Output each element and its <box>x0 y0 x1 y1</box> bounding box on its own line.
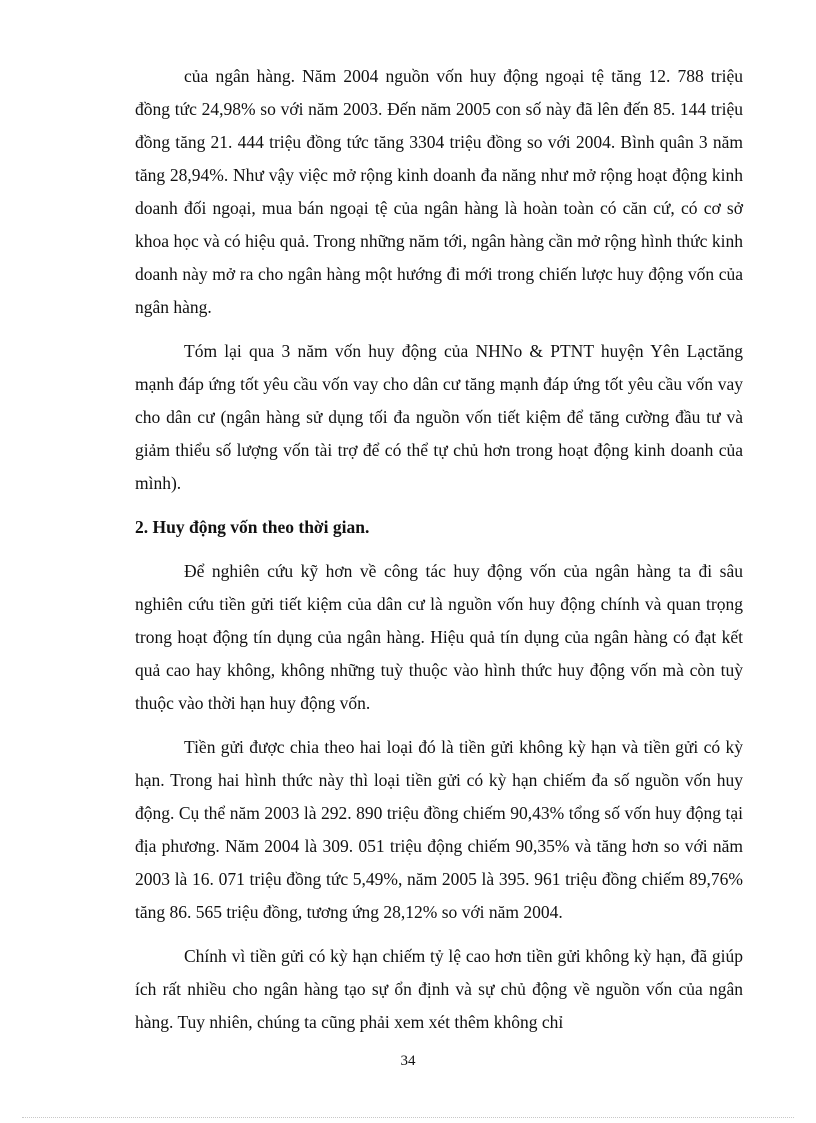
paragraph-foreign-currency-capital: của ngân hàng. Năm 2004 nguồn vốn huy động ngoại tệ tăng 12. 788 triệu đồng tức 24,98% so với năm 2003. Đến năm 2005 con số này đã lên đến 85. 144 triệu đồng tăng 21. 444 triệu đồng tức tăng 3304 triệu đồng so với 2004. Bình quân 3 năm tăng 28,94%. Như vậy việc mở rộng kinh doanh đa năng như mở rộng hoạt động kinh doanh đối ngoại, mua bán ngoại tệ của ngân hàng là hoàn toàn có căn cứ, có cơ sở khoa học và có hiệu quả. Trong những năm tới, ngân hàng cần mở rộng hình thức kinh doanh này mở ra cho ngân hàng một hướng đi mới trong chiến lược huy động vốn của ngân hàng. <box>135 66 743 317</box>
paragraph-spacer <box>135 324 743 335</box>
page-number: 34 <box>400 1053 416 1069</box>
footer-divider <box>22 1117 794 1118</box>
document-page <box>135 60 743 1039</box>
paragraph-deposit-types: Tiền gửi được chia theo hai loại đó là tiền gửi không kỳ hạn và tiền gửi có kỳ hạn. Trong hai hình thức này thì loại tiền gửi có kỳ hạn chiếm đa số nguồn vốn huy động. Cụ thể năm 2003 là 292. 890 triệu đồng chiếm 90,43% tổng số vốn huy động tại địa phương. Năm 2004 là 309. 051 triệu động chiếm 90,35% và tăng hơn so với năm 2003 là 16. 071 triệu đồng tức 5,49%, năm 2005 là 395. 961 triệu đồng chiếm 89,76% tăng 86. 565 triệu đồng, tương ứng 28,12% so với năm 2004. <box>135 737 743 922</box>
paragraph-spacer <box>135 544 743 555</box>
paragraph-spacer <box>135 500 743 511</box>
paragraph-spacer <box>135 720 743 731</box>
section-heading: 2. Huy động vốn theo thời gian. <box>135 517 370 537</box>
paragraph-summary: Tóm lại qua 3 năm vốn huy động của NHNo & PTNT huyện Yên Lạctăng mạnh đáp ứng tốt yêu cầu vốn vay cho dân cư tăng mạnh đáp ứng tốt yêu cầu vốn vay cho dân cư (ngân hàng sử dụng tối đa nguồn vốn tiết kiệm để tăng cường đầu tư và giảm thiểu số lượng vốn tài trợ để có thể tự chủ hơn trong hoạt động kinh doanh của mình). <box>135 341 743 493</box>
paragraph-spacer <box>135 929 743 940</box>
paragraph-term-deposits: Chính vì tiền gửi có kỳ hạn chiếm tỷ lệ cao hơn tiền gửi không kỳ hạn, đã giúp ích rất nhiều cho ngân hàng tạo sự ổn định và sự chủ động về nguồn vốn của ngân hàng. Tuy nhiên, chúng ta cũng phải xem xét thêm không chỉ <box>135 946 743 1032</box>
paragraph-study-savings: Để nghiên cứu kỹ hơn về công tác huy động vốn của ngân hàng ta đi sâu nghiên cứu tiền gửi tiết kiệm của dân cư là nguồn vốn huy động chính và quan trọng trong hoạt động tín dụng của ngân hàng. Hiệu quả tín dụng của ngân hàng có đạt kết quả cao hay không, không những tuỳ thuộc vào hình thức huy động vốn mà còn tuỳ thuộc vào thời hạn huy động vốn. <box>135 561 743 713</box>
